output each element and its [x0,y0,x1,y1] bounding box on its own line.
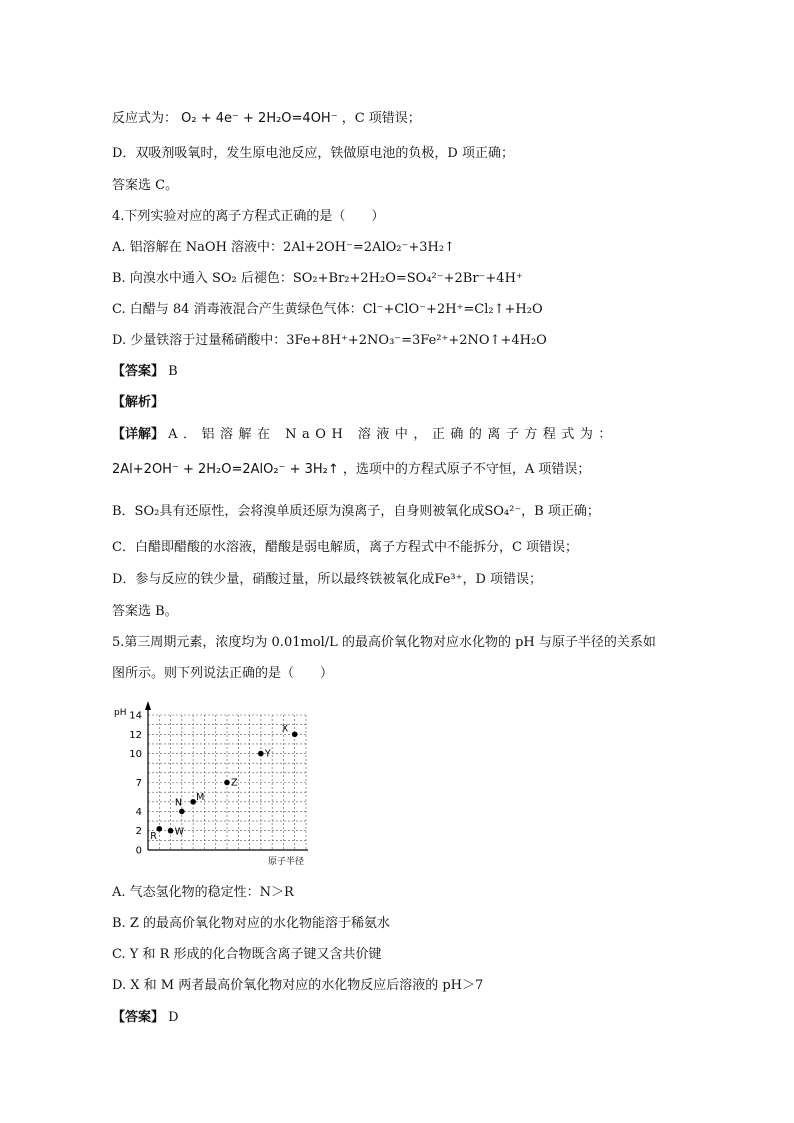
data-point-x [292,731,298,737]
q4-detail-b: B．SO₂具有还原性，会将溴单质还原为溴离子，自身则被氧化成SO₄²⁻，B 项正确； [112,504,600,519]
q5-answer [112,1009,179,1027]
answer-value: B [168,364,178,379]
q4-option-a [112,239,455,257]
option-label: C. [112,302,126,317]
q4-option-b [112,270,523,288]
y-tick-labels [129,711,142,857]
q4-detail-c: C．白醋即醋酸的水溶液，醋酸是弱电解质，离子方程式中不能拆分，C 项错误； [112,540,579,555]
y-tick-label: 10 [129,749,142,761]
answer-tag: 【答案】 [112,1010,165,1025]
line-1-suffix: ，C 项错误； [341,111,421,126]
option-text: X 和 M 两者最高价氧化物对应的水化物反应后溶液的 pH＞7 [130,978,484,993]
data-point-r [156,826,162,832]
point-label-m: M [196,791,205,803]
y-tick-label: 14 [129,710,142,722]
formula-al: 2Al+2OH⁻ + 2H₂O=2AlO₂⁻ + 3H₂↑ [112,462,339,477]
detail-tag: 【详解】 [112,427,165,442]
option-label: B. [112,916,126,931]
q4-option-d [112,332,547,350]
option-text: 铝溶解在 NaOH 溶液中：2Al+2OH⁻=2AlO₂⁻+3H₂↑ [129,240,455,255]
option-text: Z 的最高价氧化物对应的水化物能溶于稀氨水 [129,916,390,931]
detail-a2-text: ，选项中的方程式原子不守恒，A 项错误； [342,462,591,477]
option-text: 气态氢化物的稳定性：N＞R [129,885,294,900]
answer-value: D [168,1010,179,1025]
q4-detail-a2 [112,461,590,479]
q4-analysis-tag: 【解析】 [112,395,165,410]
point-label-x: X [281,723,289,735]
y-tick-label: 12 [129,729,142,741]
detail-a-text: A．铝溶解在 NaOH 溶液中，正确的离子方程式为： [168,427,617,442]
option-text: 白醋与 84 消毒液混合产生黄绿色气体：Cl⁻+ClO⁻+2H⁺=Cl₂↑+H₂O [129,302,543,317]
q4-answer [112,363,178,381]
q5-option-d [112,977,483,995]
option-label: D. [112,978,127,993]
data-point-z [224,780,230,786]
option-label: D. [112,333,127,348]
y-axis-arrow [145,701,151,710]
q5-stem-2: 图所示。则下列说法正确的是（ ） [112,666,334,681]
point-label-y: Y [264,748,271,760]
formula-o2: O₂ + 4e⁻ + 2H₂O=4OH⁻ [181,111,338,126]
point-label-r: R [150,830,157,842]
point-label-w: W [174,826,184,838]
data-point-m [190,799,196,805]
option-text: 少量铁溶于过量稀硝酸中：3Fe+8H⁺+2NO₃⁻=3Fe²⁺+2NO↑+4H₂O [130,333,547,348]
line-3: 答案选 C。 [112,178,179,193]
line-1-prefix: 反应式为： [112,111,178,126]
q4-option-c [112,301,543,319]
q4-stem: 4.下列实验对应的离子方程式正确的是（ ） [112,209,385,224]
option-label: C. [112,947,126,962]
data-point-y [258,751,264,757]
option-label: A. [112,240,126,255]
data-point-n [179,809,185,815]
y-tick-label: 4 [135,806,142,818]
y-axis-label: pH [114,708,127,718]
option-text: Y 和 R 形成的化合物既含离子键又含共价键 [129,947,382,962]
point-label-n: N [174,797,182,809]
answer-tag: 【答案】 [112,364,165,379]
q5-option-b [112,915,390,933]
option-text: 向溴水中通入 SO₂ 后褪色：SO₂+Br₂+2H₂O=SO₄²⁻+2Br⁻+4H⁺ [129,271,523,286]
ph-radius-chart [108,695,338,870]
point-label-z: Z [231,777,238,789]
q5-option-a [112,884,294,902]
y-tick-label: 7 [135,778,142,789]
q5-option-c [112,946,382,964]
q4-detail-a [112,426,617,444]
q4-conclusion: 答案选 B。 [112,604,178,619]
x-axis-label: 原子半径 [268,857,305,867]
q5-stem-1: 5.第三周期元素，浓度均为 0.01mol/L 的最高价氧化物对应水化物的 pH 与原子半径的关系如 [112,635,656,650]
option-label: B. [112,271,126,286]
y-tick-label: 0 [135,845,142,857]
y-tick-label: 2 [135,826,142,838]
option-label: A. [112,885,126,900]
q4-detail-d: D．参与反应的铁少量，硝酸过量，所以最终铁被氧化成Fe³⁺，D 项错误； [112,572,543,587]
line-2: D．双吸剂吸氧时，发生原电池反应，铁做原电池的负极，D 项正确； [112,146,514,161]
line-1 [112,110,421,128]
data-point-w [168,828,174,834]
